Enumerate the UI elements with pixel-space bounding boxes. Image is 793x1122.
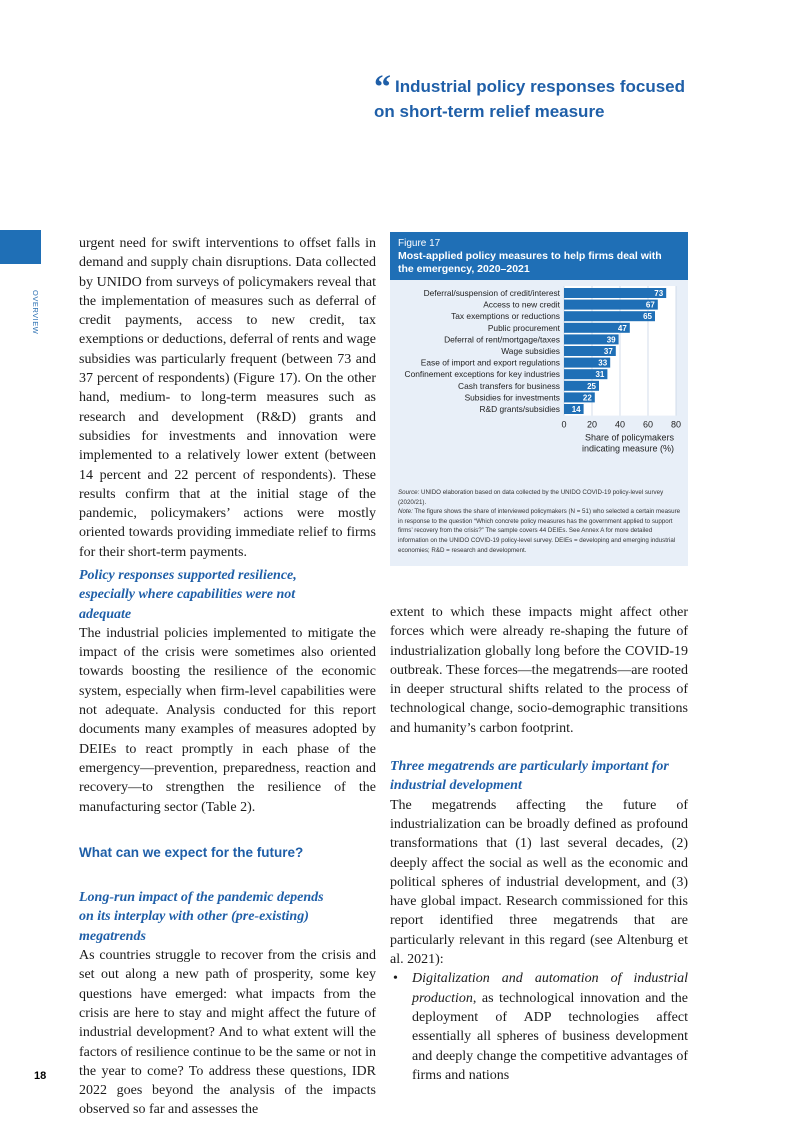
subheading-long-run-impact: Long-run impact of the pandemic depends on its interplay with other (pre-existing) megatrends xyxy=(79,890,324,944)
data-label: 31 xyxy=(595,370,605,380)
axis-label: Share of policymakers xyxy=(584,432,674,443)
category-label: Confinement exceptions for key industries xyxy=(404,369,560,380)
bullet-emphasis: Digitalization and automation of industrial production xyxy=(412,971,688,1006)
left-column-bottom xyxy=(79,566,376,1120)
data-label: 14 xyxy=(571,405,581,414)
subheading-megatrends: Three megatrends are particularly important for industrial development xyxy=(390,759,669,794)
category-label: Public procurement xyxy=(487,322,560,333)
pull-quote-text: Industrial policy responses focused on short-term relief measure xyxy=(374,77,686,121)
figure-note xyxy=(398,507,683,555)
data-label: 47 xyxy=(617,323,627,333)
body-paragraph: urgent need for swift interventions to offset falls in demand and supply chain disruptions. Data collected by UNIDO from surveys of policymakers reveal that the implementation of measures such as deferral of credit payments, access to new credit, tax exemptions or deductions, deferral of rents and wage subsidies was particularly frequent (between 73 and 37 percent of respondents) (Figure 17). On the other hand, medium- to long-term measures such as research and development (R&D) grants and subsidies for investments and innovation were implemented to a relatively lower extent (between 14 percent and 22 percent of respondents). These results confirm that at the initial stage of the pandemic, policymakers’ actions were mostly oriented towards providing immediate relief to firms for their short-term payments. xyxy=(79,236,377,560)
data-label: 25 xyxy=(587,381,596,391)
bar xyxy=(564,311,655,321)
axis-label: indicating measure (%) xyxy=(581,443,674,454)
category-label: Ease of import and export regulations xyxy=(420,357,560,368)
category-label: Tax exemptions or reductions xyxy=(451,311,560,322)
category-label: R&D grants/subsidies xyxy=(479,404,560,414)
figure-17 xyxy=(390,232,688,566)
figure-source xyxy=(398,488,683,507)
body-paragraph: As countries struggle to recover from the crisis and set out along a new path of prosperity, some key questions have emerged: what impacts from the crisis are here to stay and might affect the future of industrial development? And to what extent will the factors of resilience continue to be the same or not in the year to come? To address these questions, IDR 2022 goes beyond the analysis of the impacts observed so far and assesses the xyxy=(79,948,377,1118)
tick-label: 40 xyxy=(614,419,626,430)
data-label: 22 xyxy=(582,393,592,403)
figure-header xyxy=(390,232,688,280)
category-label: Deferral/suspension of credit/interest xyxy=(423,288,560,298)
note-label: Note: xyxy=(398,508,413,516)
megatrend-list xyxy=(390,969,688,1085)
data-label: 65 xyxy=(643,312,652,322)
list-item xyxy=(390,969,688,1085)
bar xyxy=(564,300,658,310)
bar-chart xyxy=(390,280,688,480)
tick-label: 0 xyxy=(561,419,567,430)
subheading-resilience: Policy responses supported resilience, especially where capabilities were not adequate xyxy=(79,568,297,622)
category-label: Cash transfers for business xyxy=(458,380,560,391)
body-paragraph: extent to which these impacts might affect other forces which were already re-shaping the future of industrialization globally long before the COVID-19 outbreak. These forces—the megatrends—are rooted in deeper structural shifts related to the process of technological change, socio-demographic transitions and humanity’s carbon footprint. xyxy=(390,605,688,736)
tick-label: 20 xyxy=(586,419,598,430)
data-label: 73 xyxy=(654,289,664,298)
figure-label: Figure 17 xyxy=(398,238,441,249)
category-label: Subsidies for investments xyxy=(464,392,560,403)
left-column-top xyxy=(79,234,376,562)
source-label: Source: xyxy=(398,489,420,496)
body-paragraph: The megatrends affecting the future of industrialization can be broadly defined as profound transformations that (1) last several decades, (2) deeply affect the social as well as the economic and political spheres of industrial development, and (3) have global impact. Research commissioned for this report identified three megatrends that are particularly relevant in this regard (see Altenburg et al. 2021): xyxy=(390,797,688,968)
category-label: Deferral of rent/mortgage/taxes xyxy=(444,334,560,345)
data-label: 37 xyxy=(603,347,613,356)
right-column xyxy=(390,603,688,1085)
page-number: 18 xyxy=(34,1070,47,1082)
data-label: 33 xyxy=(598,358,608,368)
data-label: 67 xyxy=(645,300,655,310)
side-tab-marker xyxy=(0,230,41,264)
bullet-text: , as technological innovation and the deployment of ADP technologies affect essentially all spheres of business development and deeply change the competitive advantages of firms and nations xyxy=(412,990,688,1083)
source-text: UNIDO elaboration based on data collected by the UNIDO COVID-19 policy-level survey (2020/21). xyxy=(398,489,664,506)
section-side-label: OVERVIEW xyxy=(31,290,40,335)
data-label: 39 xyxy=(606,335,616,345)
tick-label: 80 xyxy=(670,419,682,430)
figure-title: Most-applied policy measures to help firms deal with the emergency, 2020–2021 xyxy=(398,250,662,275)
pull-quote xyxy=(374,69,704,124)
note-text: The figure shows the share of interviewed policymakers (N = 51) who selected a certain measure in response to the question “Which concrete policy measures has the government applied to support firms’ recovery from the crisis?” The sample covers 44 DEIEs. See Annex A for more detailed information on the UNIDO COVID-19 policy-level survey. DEIEs = developing and emerging industrial economies; R&D = research and development. xyxy=(398,508,681,554)
figure-notes xyxy=(398,488,683,555)
bar xyxy=(564,288,666,298)
quote-mark-icon: “ xyxy=(374,69,391,106)
tick-label: 60 xyxy=(642,419,654,430)
category-label: Wage subsidies xyxy=(501,346,560,356)
section-title: What can we expect for the future? xyxy=(79,844,304,860)
category-label: Access to new credit xyxy=(483,299,560,310)
body-paragraph: The industrial policies implemented to mitigate the impact of the crisis were sometimes also oriented towards boosting the resilience of the economic system, especially when firm-level capabilities were not adequate. Analysis conducted for this report documents many examples of measures adopted by DEIEs to react promptly in each phase of the emergency—prevention, preparedness, reaction and recovery—to strengthen the resilience of the manufacturing sector (Table 2). xyxy=(79,625,376,815)
